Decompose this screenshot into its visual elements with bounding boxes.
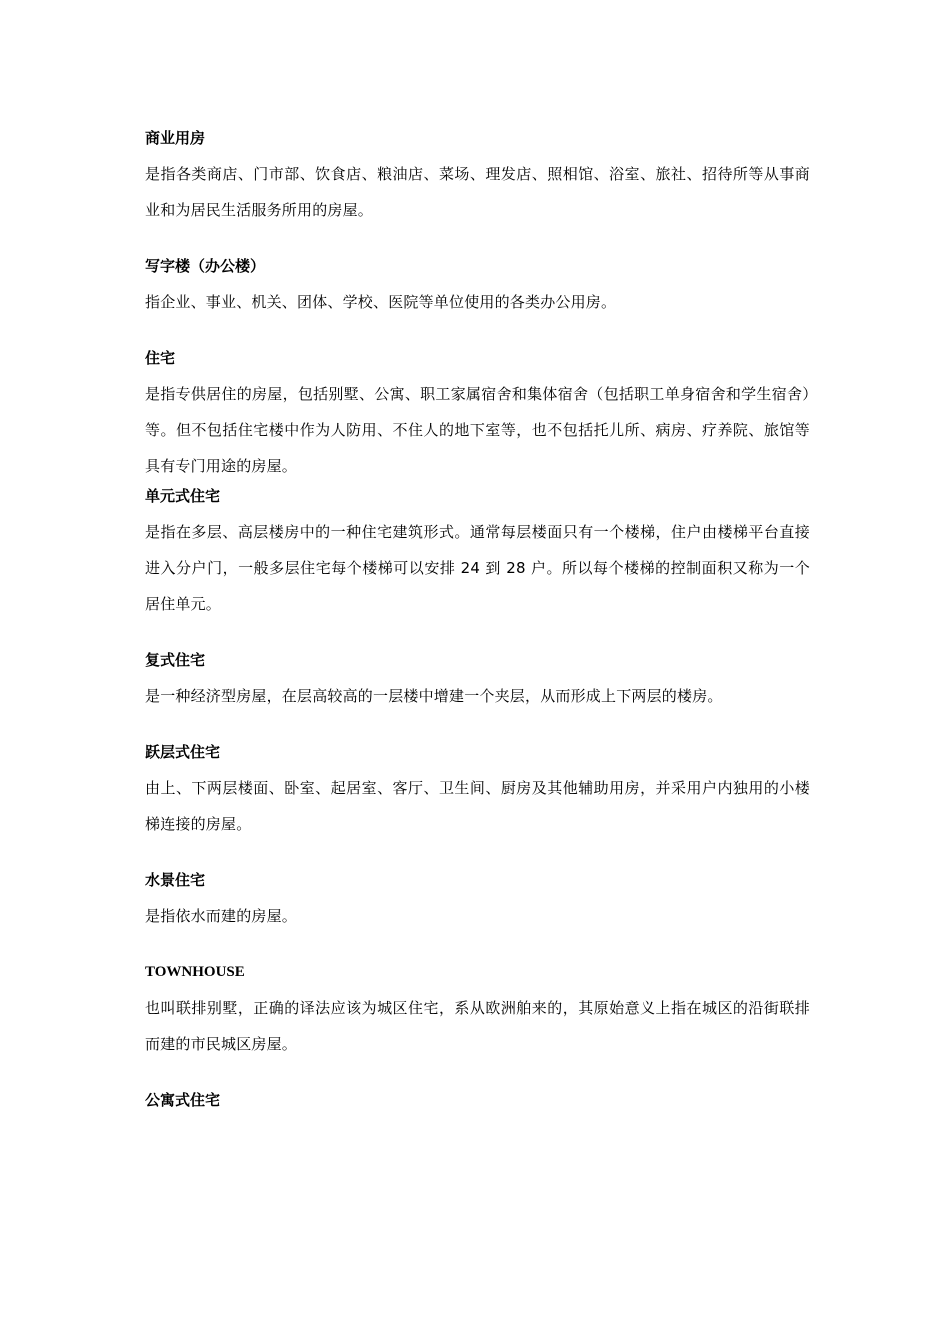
section-gap bbox=[145, 714, 810, 740]
section-gap bbox=[145, 228, 810, 254]
section-title: 单元式住宅 bbox=[145, 487, 221, 505]
section-body: 也叫联排别墅，正确的译法应该为城区住宅，系从欧洲舶来的，其原始意义上指在城区的沿街联排而建的市民城区房屋。 bbox=[145, 999, 810, 1053]
section-title: 公寓式住宅 bbox=[145, 1091, 221, 1109]
section-title: 水景住宅 bbox=[145, 871, 206, 889]
section-gap bbox=[145, 622, 810, 648]
section-title: 复式住宅 bbox=[145, 651, 206, 669]
section-townhouse bbox=[145, 960, 810, 1062]
section-body: 是指专供居住的房屋，包括别墅、公寓、职工家属宿舍和集体宿舍（包括职工单身宿舍和学生宿舍）等。但不包括住宅楼中作为人防用、不住人的地下室等，也不包括托儿所、病房、疗养院、旅馆等具有专门用途的房屋。 bbox=[145, 385, 810, 475]
section-split-level-residence bbox=[145, 740, 810, 842]
section-title: 住宅 bbox=[145, 349, 176, 367]
section-gap bbox=[145, 934, 810, 960]
section-waterfront-residence bbox=[145, 868, 810, 934]
section-gap bbox=[145, 1062, 810, 1088]
section-body: 由上、下两层楼面、卧室、起居室、客厅、卫生间、厨房及其他辅助用房，并采用户内独用的小楼梯连接的房屋。 bbox=[145, 779, 810, 833]
section-office-building bbox=[145, 254, 810, 320]
section-commercial-housing bbox=[145, 126, 810, 228]
section-gap bbox=[145, 320, 810, 346]
section-body: 是指各类商店、门市部、饮食店、粮油店、菜场、理发店、照相馆、浴室、旅社、招待所等从事商业和为居民生活服务所用的房屋。 bbox=[145, 165, 810, 219]
section-residence bbox=[145, 346, 810, 484]
section-body: 是指依水而建的房屋。 bbox=[145, 907, 298, 925]
section-body: 是一种经济型房屋，在层高较高的一层楼中增建一个夹层，从而形成上下两层的楼房。 bbox=[145, 687, 723, 705]
section-title: 跃层式住宅 bbox=[145, 743, 221, 761]
section-unit-residence bbox=[145, 484, 810, 622]
section-title: 写字楼（办公楼） bbox=[145, 257, 266, 275]
section-gap bbox=[145, 842, 810, 868]
section-duplex-residence bbox=[145, 648, 810, 714]
section-body: 指企业、事业、机关、团体、学校、医院等单位使用的各类办公用房。 bbox=[145, 293, 617, 311]
section-apartment-residence bbox=[145, 1088, 810, 1112]
section-body: 是指在多层、高层楼房中的一种住宅建筑形式。通常每层楼面只有一个楼梯，住户由楼梯平台直接进入分户门，一般多层住宅每个楼梯可以安排 24 到 28 户。所以每个楼梯的控制面积又称为一个居住单元。 bbox=[145, 523, 810, 613]
document-content bbox=[145, 126, 810, 1118]
section-title: TOWNHOUSE bbox=[145, 964, 245, 980]
section-title: 商业用房 bbox=[145, 129, 206, 147]
